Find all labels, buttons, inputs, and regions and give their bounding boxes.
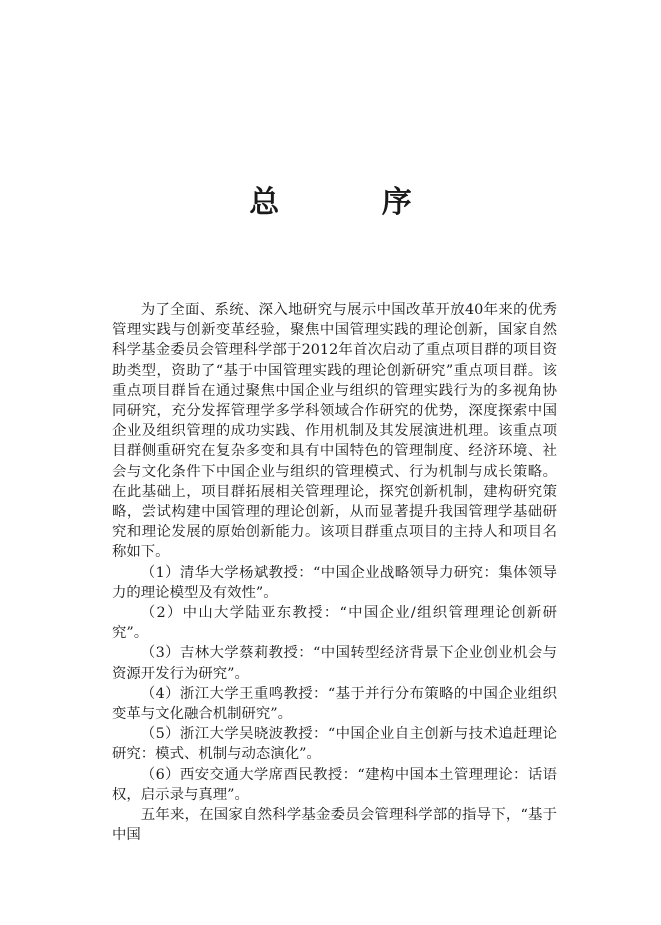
closing-paragraph: 五年来，在国家自然科学基金委员会管理科学部的指导下，“基于中国 [112, 807, 557, 844]
project-item-1: （1）清华大学杨斌教授：“中国企业战略领导力研究：集体领导力的理论模型及有效性”。 [112, 564, 557, 601]
project-item-6: （6）西安交通大学席酉民教授：“建构中国本土管理理论：话语权，启示录与真理”。 [112, 766, 557, 803]
project-item-3: （3）吉林大学蔡莉教授：“中国转型经济背景下企业创业机会与资源开发行为研究”。 [112, 645, 557, 682]
project-item-4: （4）浙江大学王重鸣教授：“基于并行分布策略的中国企业组织变革与文化融合机制研究”。 [112, 685, 557, 723]
preface-body [112, 300, 557, 845]
page-title: 总 序 [249, 185, 458, 220]
project-item-5: （5）浙江大学吴晓波教授：“中国企业自主创新与技术追赶理论研究：模式、机制与动态演化”。 [112, 726, 557, 763]
project-item-2: （2）中山大学陆亚东教授：“中国企业/组织管理理论创新研究”。 [112, 605, 557, 642]
intro-paragraph: 为了全面、系统、深入地研究与展示中国改革开放40年来的优秀管理实践与创新变革经验，聚焦中国管理实践的理论创新，国家自然科学基金委员会管理科学部于2012年首次启动了重点项目群的项目资助类型，资助了“基于中国管理实践的理论创新研究”重点项目群。该重点项目群旨在通过聚焦中国企业与组织的管理实践行为的多视角协同研究，充分发挥管理学多学科领域合作研究的优势，深度探索中国企业及组织管理的成功实践、作用机制及其发展演进机理。该重点项目群侧重研究在复杂多变和具有中国特色的管理制度、经济环境、社会与文化条件下中国企业与组织的管理模式、行为机制与成长策略。在此基础上，项目群拓展相关管理理论，探究创新机制，建构研究策略，尝试构建中国管理的理论创新，从而显著提升我国管理学基础研究和理论发展的原始创新能力。该项目群重点项目的主持人和项目名称如下。 [112, 302, 557, 561]
